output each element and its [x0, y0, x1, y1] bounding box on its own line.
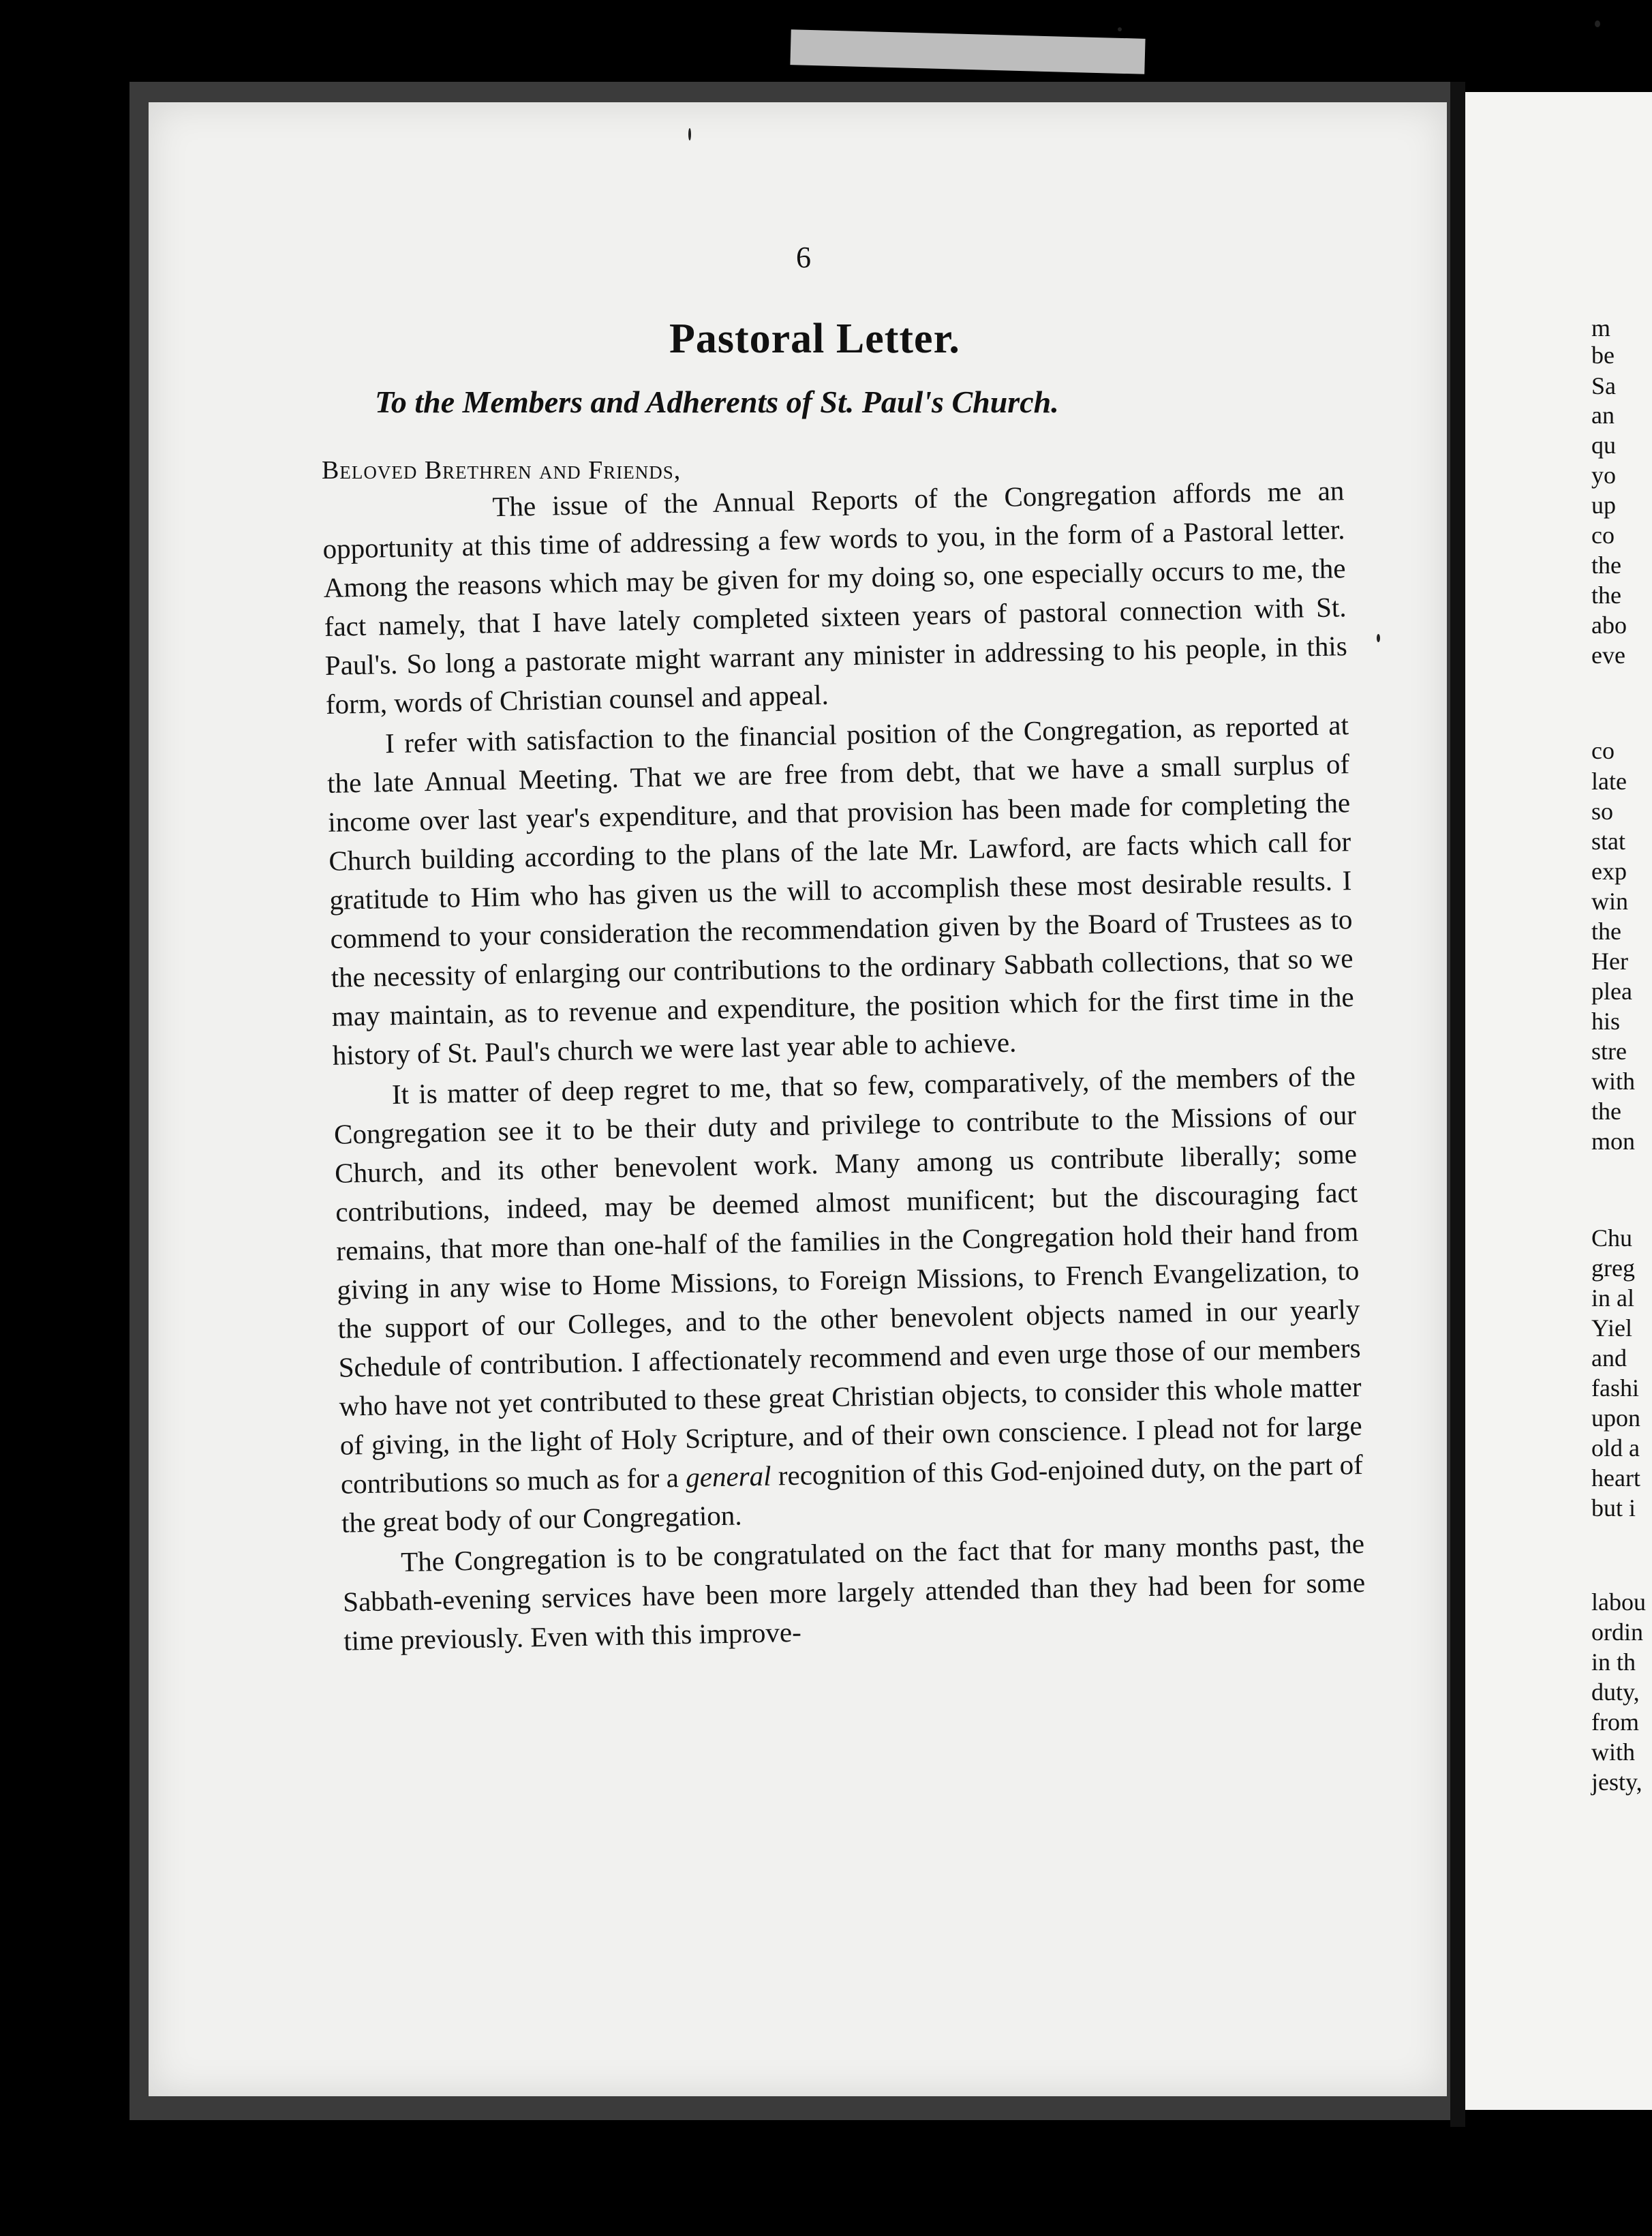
ink-speck — [1595, 20, 1600, 27]
facing-page-line-fragment: an — [1591, 402, 1615, 429]
paragraph-4: The Congregation is to be congratulated on the fact that for many months past, the Sabbath-evening services have been more largely attended than they had been for some time previously. Even with this improve- — [342, 1527, 1366, 1657]
facing-page-line-fragment: the — [1591, 918, 1621, 945]
book-gutter — [1450, 82, 1465, 2127]
facing-page-line-fragment: co — [1591, 737, 1615, 764]
ink-speck — [1118, 27, 1122, 31]
facing-page-line-fragment: mon — [1591, 1128, 1636, 1155]
facing-page-line-fragment: his — [1591, 1008, 1621, 1035]
address-line: To the Members and Adherents of St. Paul's Church. — [375, 384, 1059, 419]
facing-page-line-fragment: the — [1591, 1098, 1621, 1125]
page-title: Pastoral Letter. — [669, 316, 960, 362]
facing-page-line-fragment: stat — [1591, 828, 1625, 855]
letter-body — [322, 471, 1366, 1661]
facing-page-line-fragment: but i — [1591, 1494, 1636, 1522]
facing-page-line-fragment: co — [1591, 522, 1615, 549]
facing-page-line-fragment: upon — [1591, 1404, 1640, 1432]
emphasis-word: general — [685, 1460, 771, 1494]
facing-page-line-fragment: m — [1591, 314, 1611, 342]
paragraph-3 — [333, 1057, 1364, 1543]
facing-page — [1465, 92, 1652, 2110]
facing-page-line-fragment: heart — [1591, 1464, 1640, 1492]
facing-page-line-fragment: fashi — [1591, 1374, 1639, 1402]
paragraph-3-text: It is matter of deep regret to me, that so few, comparatively, of the members of the Congregation see it to be their duty and privilege to contribute to the Missions of our Church, and its other benevolent work. Many among us contribute liberally; some contributions, indeed, may be deemed almost munificent; but the discouraging fact remains, that more than one-half of the families in the Congregation hold their hand from giving in any wise to Home Missions, to Foreign Missions, to French Evangelization, to the support of our Colleges, and to the other benevolent objects named in our yearly Schedule of contribution. I affectionately recommend and even urge those of our members who have not yet contributed to these great Christian objects, to consider this whole matter of giving, in the light of Holy Scripture, and of their own conscience. I plead not for large contributions so much as for a — [333, 1060, 1363, 1500]
facing-page-line-fragment: ordin — [1591, 1618, 1643, 1646]
facing-page-line-fragment: from — [1591, 1708, 1639, 1736]
facing-page-line-fragment: qu — [1591, 432, 1616, 459]
facing-page-line-fragment: stre — [1591, 1038, 1627, 1065]
facing-page-line-fragment: Yiel — [1591, 1314, 1632, 1342]
facing-page-line-fragment: the — [1591, 581, 1621, 609]
facing-page-line-fragment: plea — [1591, 978, 1632, 1005]
facing-page-line-fragment: duty, — [1591, 1678, 1640, 1706]
paragraph-2: I refer with satisfaction to the financial position of the Congregation, as reported at the late Annual Meeting. That we are free from debt, that we have a small surplus of income over last year's expenditure, and that provision has been made for completing the Church building according to the plans of the late Mr. Lawford, are facts which call for gratitude to Him who has given us the will to accomplish these most desirable results. I commend to your consideration the recommendation given by the Board of Trustees as to the necessity of enlarging our contributions to the ordinary Sabbath collections, that so we may maintain, as to revenue and expenditure, the position which for the first time in the history of St. Paul's church we were last year able to achieve. — [326, 709, 1354, 1071]
facing-page-line-fragment: eve — [1591, 641, 1625, 669]
salutation: Beloved Brethren and Friends, — [322, 456, 682, 485]
facing-page-line-fragment: in al — [1591, 1284, 1634, 1312]
facing-page-line-fragment: Her — [1591, 948, 1628, 975]
facing-page-line-fragment: in th — [1591, 1648, 1636, 1676]
facing-page-line-fragment: be — [1591, 342, 1615, 369]
facing-page-line-fragment: abo — [1591, 611, 1627, 639]
facing-page-line-fragment: so — [1591, 798, 1614, 825]
facing-page-line-fragment: late — [1591, 768, 1627, 795]
paragraph-1: The issue of the Annual Reports of the Congregation affords me an opportunity at this time of addressing a few words to you, in the form of a Pastoral letter. Among the reasons which may be given for my doing so, one especially occurs to me, the fact namely, that I have lately completed sixteen years of pastoral connection with St. Paul's. So long a pastorate might warrant any minister in addressing to his people, in this form, words of Christian counsel and appeal. — [322, 474, 1348, 720]
facing-page-line-fragment: yo — [1591, 462, 1616, 489]
facing-page-line-fragment: win — [1591, 888, 1628, 915]
facing-page-line-fragment: greg — [1591, 1254, 1635, 1282]
facing-page-line-fragment: with — [1591, 1068, 1636, 1095]
facing-page-line-fragment: labou — [1591, 1588, 1646, 1616]
ink-speck — [1377, 634, 1380, 642]
facing-page-line-fragment: up — [1591, 492, 1616, 519]
paper-scrap — [790, 29, 1145, 74]
facing-page-line-fragment: and — [1591, 1344, 1627, 1372]
facing-page-line-fragment: old a — [1591, 1434, 1640, 1462]
facing-page-line-fragment: with — [1591, 1738, 1636, 1766]
ink-speck — [688, 128, 691, 140]
facing-page-line-fragment: Chu — [1591, 1224, 1633, 1252]
facing-page-line-fragment: Sa — [1591, 372, 1616, 399]
facing-page-line-fragment: exp — [1591, 858, 1627, 885]
facing-page-line-fragment: the — [1591, 552, 1621, 579]
page-number: 6 — [796, 241, 811, 274]
paragraph-3-tail: recognition of this God-enjoined duty, on the part of the great body of our Congregation. — [341, 1448, 1364, 1539]
facing-page-line-fragment: jesty, — [1591, 1768, 1642, 1796]
